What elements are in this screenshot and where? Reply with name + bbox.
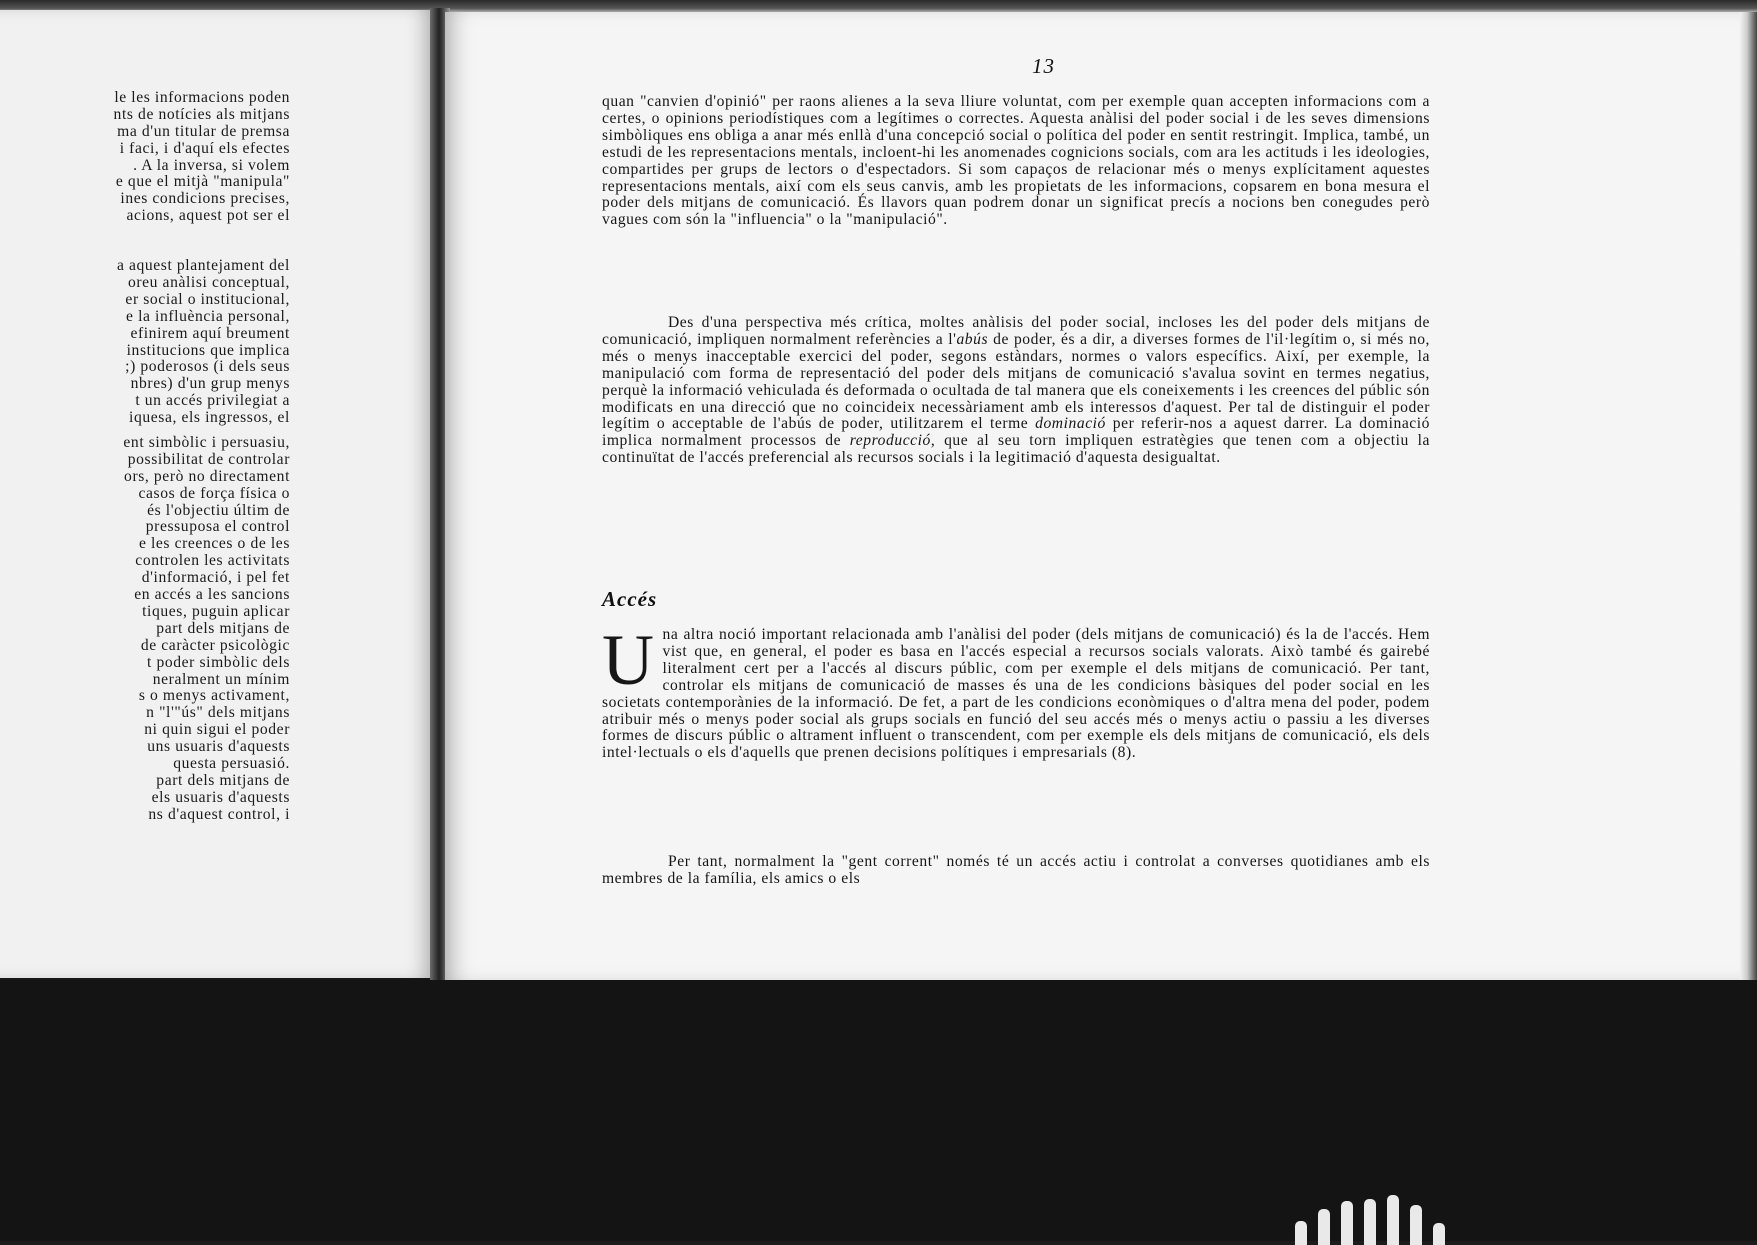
scanner-rollers (1295, 1195, 1445, 1245)
roller (1341, 1201, 1353, 1245)
left-page-line: de caràcter psicològic (140, 636, 290, 654)
section-heading: Accés (602, 587, 658, 611)
left-page-line: en accés a les sancions (134, 586, 290, 604)
left-page-line: ni quin sigui el poder (144, 721, 290, 739)
left-page-line: a aquest plantejament del (116, 257, 290, 275)
left-page-line: n "l'"ús" dels mitjans (146, 704, 290, 722)
paragraph-1 (602, 94, 1430, 229)
left-page-line: questa persuasió. (173, 754, 290, 772)
left-page-line: d'informació, i pel fet (141, 569, 290, 587)
left-page-line: és l'objectiu últim de (147, 501, 290, 519)
left-page-line: neralment un mínim (152, 670, 290, 688)
left-page-line: e que el mitjà "manipula" (115, 173, 290, 191)
left-page-line: nbres) d'un grup menys (130, 375, 290, 393)
paragraph-4 (602, 854, 1430, 888)
roller (1318, 1209, 1330, 1245)
paragraph-1-text: quan "canvien d'opinió" per raons alienes a la seva lliure voluntat, com per exemple quan accepten informacions com a certes, o opinions periodístiques com a legítimes o correctes. Aquesta anàlisi del poder social i de les seves dimensions simbòliques ens obliga a anar més enllà d'una concepció social o política del poder en sentit restringit. Implica, també, un estudi de les representacions mentals, incloent-hi les anomenades cognicions socials, com ara les actituds i les ideologies, compartides per grups de lectors o d'espectadors. Si som capaços de relacionar més o menys explícitament aquestes representacions mentals, així com els seus canvis, amb les propietats de les informacions, copsarem en bona mesura el poder dels mitjans de comunicació. És llavors quan podrem donar un significat precís a nocions ben conegudes però vagues com són la "influencia" o la "manipulació". (602, 93, 1430, 229)
left-page-line: casos de força física o (138, 484, 290, 502)
left-page-line: le les informacions poden (114, 89, 290, 106)
left-page-line: . A la inversa, si volem (133, 156, 290, 174)
left-page-line: institucions que implica (126, 341, 290, 359)
left-page-line: ors, però no directament (124, 467, 290, 485)
paragraph-3-text: na altra noció important relacionada amb l'anàlisi del poder (dels mitjans de comunicació) és la de l'accés. Hem vist que, en general, el poder es basa en l'accés especial a recursos socials valorats. Això també és gairebé literalment cert per a l'accés al discurs públic, com per exemple el dels mitjans de comunicació. Per tant, controlar els mitjans de comunicació de masses és una de les condicions bàsiques del poder social en les societats contemporànies de la informació. De fet, a part de les condicions econòmiques o d'altra mena del poder, podem atribuir més o menys poder social als grups socials en funció del seu accés més o menys actiu o passiu a les diverses formes de discurs públic o altrament influent o transcendent, com per exemple els dels mitjans de comunicació, els dels intel·lectuals o els d'aquells que prenen decisions polítiques i empresarials (8). (602, 626, 1430, 762)
roller (1295, 1221, 1307, 1245)
right-page (445, 12, 1745, 980)
paragraph-2-part-c: per referir-nos a aquest darrer. La dominació implica normalment processos de (602, 415, 1430, 450)
left-page-line: possibilitat de controlar (127, 450, 290, 468)
term-abus: abús (956, 330, 989, 348)
left-page-line: part dels mitjans de (156, 771, 290, 789)
roller (1433, 1223, 1445, 1245)
left-page-line: i faci, i d'aquí els efectes (119, 139, 290, 157)
left-page-line: e la influència personal, (126, 307, 290, 325)
left-page-line: ns d'aquest control, i (148, 805, 290, 823)
left-page-line: e les creences o de les (138, 535, 290, 553)
left-page (0, 10, 436, 978)
left-page-line: ma d'un titular de premsa (117, 122, 290, 140)
paragraph-2-part-a: Des d'una perspectiva més crítica, moltes anàlisis del poder social, incloses les del poder dels mitjans de comunicació, impliquen normalment referències a l' (602, 314, 1430, 348)
left-page-line: uns usuaris d'aquests (147, 738, 290, 756)
left-page-line: pressuposa el control (145, 518, 290, 536)
left-page-line: part dels mitjans de (156, 619, 290, 637)
left-page-line: nts de notícies als mitjans (113, 105, 290, 123)
left-page-line: controlen les activitats (135, 552, 290, 570)
paragraph-2-part-d: , que al seu torn impliquen estratègies que tenen com a objectiu la continuïtat de l'accés preferencial als recursos socials i la legitimació d'aquesta desigualtat. (602, 432, 1430, 467)
left-page-line: ines condicions precises, (120, 190, 290, 208)
paragraph-4-text: Per tant, normalment la "gent corrent" només té un accés actiu i controlat a converses quotidianes amb els membres de la família, els amics o els (602, 853, 1430, 887)
paragraph-2-text (602, 315, 1430, 467)
left-page-line: t un accés privilegiat a (135, 392, 290, 410)
roller (1387, 1195, 1399, 1245)
left-page-line: ;) poderosos (i dels seus (125, 358, 290, 376)
drop-cap: U (602, 620, 655, 700)
left-page-line: oreu anàlisi conceptual, (127, 274, 290, 292)
left-page-line: acions, aquest pot ser el (126, 207, 290, 225)
left-page-line: efinirem aquí breument (130, 324, 290, 342)
page-number: 13 (1032, 54, 1055, 78)
term-dominacio: dominació (1035, 415, 1106, 433)
left-page-gap (0, 225, 290, 258)
left-page-line: ent simbòlic i persuasiu, (123, 434, 290, 452)
term-reproduccio: reproducció (849, 432, 931, 450)
paragraph-3 (602, 620, 1430, 762)
roller (1364, 1199, 1376, 1245)
left-page-line: s o menys activament, (138, 687, 290, 705)
left-page-line: tiques, puguin aplicar (142, 602, 290, 620)
paragraph-2-part-b: de poder, és a dir, a diverses formes de l'il·legítim o, si més no, més o menys inacceptable exercici del poder, segons estàndars, normes o valors específics. Així, per exemple, la manipulació com forma de representació del poder dels mitjans de comunicació s'avalua sovint en termes negatius, perquè la informació vehiculada és deformada o ocultada de tal manera que els coneixements i les creences del públic són modificats en una direcció que no coincideix necessàriament amb els interessos d'aquest. Per tal de distinguir el poder legítim o acceptable de l'abús de poder, utilitzarem el terme (602, 330, 1430, 433)
left-page-line: els usuaris d'aquests (151, 788, 290, 806)
left-page-line: t poder simbòlic dels (147, 653, 290, 671)
paragraph-2 (602, 315, 1430, 467)
scanner-bed (0, 980, 1757, 1241)
page-right-edge (1740, 12, 1757, 982)
left-page-text (0, 90, 290, 824)
left-page-line: er social o institucional, (125, 290, 290, 308)
roller (1410, 1205, 1422, 1245)
left-page-line: iquesa, els ingressos, el (129, 409, 290, 427)
